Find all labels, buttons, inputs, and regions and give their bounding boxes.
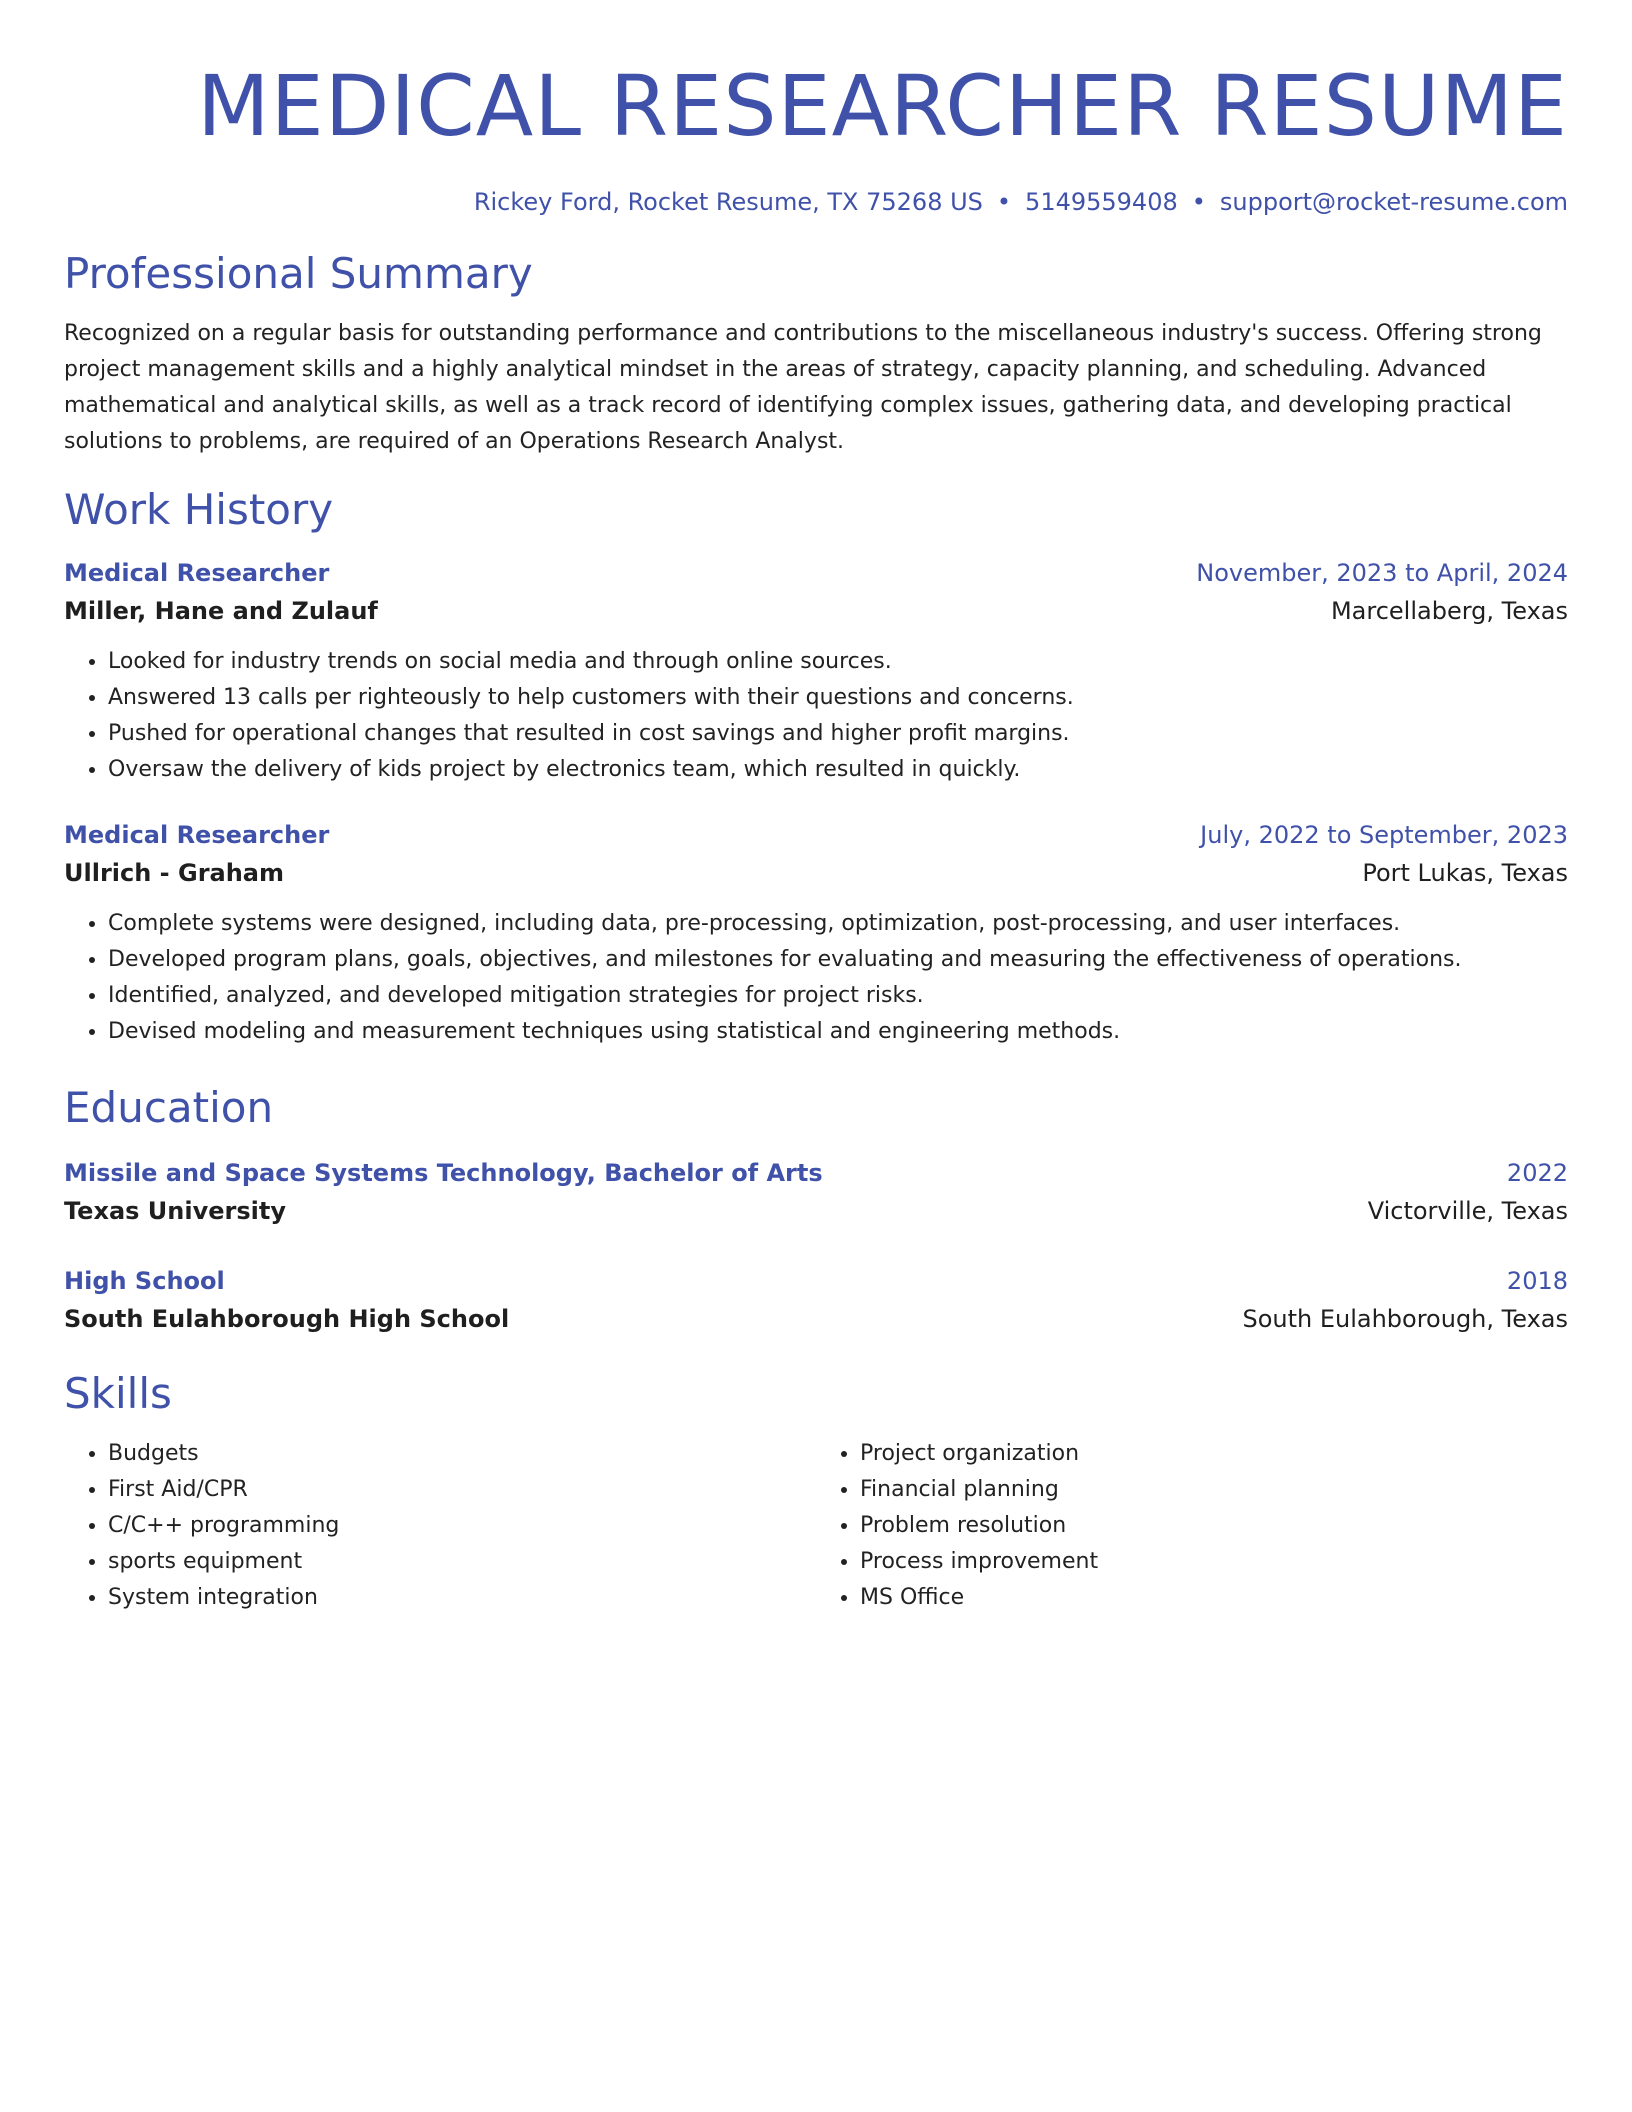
- job-bullet: • Complete systems were designed, including data, pre-processing, optimization, post-processing, and user interfaces.: [108, 906, 1568, 942]
- skill-item: • sports equipment: [108, 1544, 816, 1580]
- education-degree-row: [64, 1262, 1568, 1300]
- contact-email: support@rocket-resume.com: [1219, 188, 1568, 216]
- job-entry: [64, 554, 1568, 788]
- skill-item: • C/C++ programming: [108, 1508, 816, 1544]
- contact-address: Rickey Ford, Rocket Resume, TX 75268 US: [473, 188, 983, 216]
- contact-separator: •: [1191, 188, 1206, 216]
- job-bullet: • Developed program plans, goals, objectives, and milestones for evaluating and measuring the effectiveness of operations.: [108, 942, 1568, 978]
- professional-summary-section: [64, 246, 1568, 460]
- skills-list-right: [816, 1436, 1568, 1616]
- skill-item: • Process improvement: [860, 1544, 1568, 1580]
- education-section: [64, 1080, 1568, 1338]
- education-entry: [64, 1262, 1568, 1338]
- job-location: Marcellaberg, Texas: [1330, 597, 1568, 625]
- skills-list-left: [64, 1436, 816, 1616]
- job-dates: November, 2023 to April, 2024: [1196, 559, 1568, 587]
- contact-separator: •: [996, 188, 1012, 216]
- skills-columns: [64, 1436, 1568, 1616]
- education-school-row: [64, 1300, 1568, 1338]
- education-school: South Eulahborough High School: [64, 1305, 510, 1333]
- summary-paragraph: Recognized on a regular basis for outstanding performance and contributions to the miscellaneous industry's success. Offering strong project management skills and a highly analytical mindset in the areas of strategy, capacity planning, and scheduling. Advanced mathematical and analytical skills, as well as a track record of identifying complex issues, gathering data, and developing practical solutions to problems, are required of an Operations Research Analyst.: [64, 321, 1542, 454]
- job-title-row: [64, 554, 1568, 592]
- job-bullet: • Devised modeling and measurement techniques using statistical and engineering methods.: [108, 1014, 1568, 1050]
- skill-item: • Financial planning: [860, 1472, 1568, 1508]
- education-entry: [64, 1154, 1568, 1230]
- education-year: 2022: [1506, 1159, 1568, 1187]
- section-heading: Work History: [64, 485, 334, 534]
- skill-item: • Project organization: [860, 1436, 1568, 1472]
- work-history-section: [64, 482, 1568, 1050]
- job-bullets: [64, 906, 1568, 1050]
- section-heading: Education: [64, 1083, 274, 1132]
- education-degree: Missile and Space Systems Technology, Bachelor of Arts: [64, 1159, 823, 1187]
- contact-phone: 5149559408: [1025, 188, 1178, 216]
- job-bullets: [64, 644, 1568, 788]
- skills-section: [64, 1366, 1568, 1616]
- job-bullet: • Answered 13 calls per righteously to help customers with their questions and concerns.: [108, 680, 1568, 716]
- job-bullet: • Identified, analyzed, and developed mitigation strategies for project risks.: [108, 978, 1568, 1014]
- contact-line: [64, 186, 1568, 218]
- job-employer-row: [64, 592, 1568, 630]
- education-location: Victorville, Texas: [1367, 1197, 1568, 1225]
- education-school: Texas University: [64, 1197, 286, 1225]
- job-title-row: [64, 816, 1568, 854]
- job-employer-row: [64, 854, 1568, 892]
- job-title: Medical Researcher: [64, 821, 330, 849]
- section-heading: Professional Summary: [64, 249, 533, 298]
- section-heading: Skills: [64, 1369, 172, 1418]
- skill-item: • MS Office: [860, 1580, 1568, 1616]
- education-degree: High School: [64, 1267, 225, 1295]
- job-dates: July, 2022 to September, 2023: [1200, 821, 1568, 849]
- job-employer: Ullrich - Graham: [64, 859, 285, 887]
- job-entry: [64, 816, 1568, 1050]
- skill-item: • System integration: [108, 1580, 816, 1616]
- job-bullet: • Oversaw the delivery of kids project by electronics team, which resulted in quickly.: [108, 752, 1568, 788]
- education-location: South Eulahborough, Texas: [1242, 1305, 1568, 1333]
- job-bullet: • Pushed for operational changes that resulted in cost savings and higher profit margins.: [108, 716, 1568, 752]
- resume-header: [64, 56, 1568, 218]
- job-bullet: • Looked for industry trends on social media and through online sources.: [108, 644, 1568, 680]
- skill-item: • Problem resolution: [860, 1508, 1568, 1544]
- job-location: Port Lukas, Texas: [1362, 859, 1568, 887]
- resume-title: MEDICAL RESEARCHER RESUME: [197, 57, 1568, 155]
- job-employer: Miller, Hane and Zulauf: [64, 597, 378, 625]
- education-year: 2018: [1506, 1267, 1568, 1295]
- job-title: Medical Researcher: [64, 559, 330, 587]
- education-school-row: [64, 1192, 1568, 1230]
- education-degree-row: [64, 1154, 1568, 1192]
- skill-item: • First Aid/CPR: [108, 1472, 816, 1508]
- skill-item: • Budgets: [108, 1436, 816, 1472]
